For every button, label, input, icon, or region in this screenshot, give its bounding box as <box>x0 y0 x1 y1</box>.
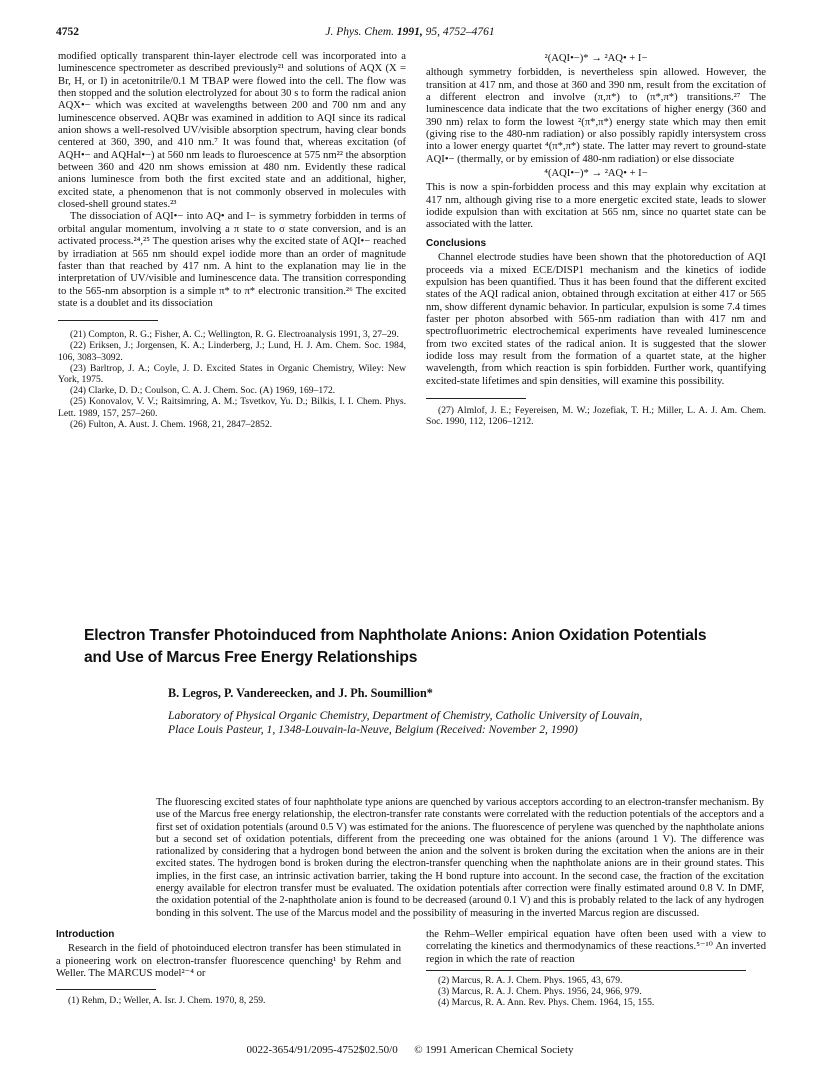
reference-list-left <box>58 329 406 430</box>
journal-citation <box>56 26 764 38</box>
article-abstract: The fluorescing excited states of four naphtholate type anions are quenched by various acceptors according to an electron-transfer mechanism. By use of the Marcus free energy relationship, the electron-transfer rate constants were correlated with the reduction potentials of the acceptors and a first set of oxidation potentials (around 0.5 V) was estimated for the anions. The fluorescence of perylene was quenched by the naphtholate anions but a second set of oxidation potentials, different from the preceeding one was obtained for the anions (around 1 V). The difference was rationalized by considering that a hydrogen bond between the anion and the solvent is broken during the excitation when the anions are in their excited states. The hydrogen bond is broken during the electron-transfer quenching when the naphtholate anions are in their ground states. This implies, in the first case, an intrinsic activation barrier, taking the H bond rupture into account. In the second case, the fraction of the excitation energy available for electron transfer must be evaluated. The oxidation potentials after correction were finally estimated around 0.8 V. In DMF, the oxidation potential of the 2-naphtholate anion is found to be decreased (around 0.1 V) and this is probably related to the lack of any hydrogen bonding in this solvent. The use of the Marcus model and the possibility of measuring in the inverted Marcus region are discussed. <box>156 797 764 919</box>
conclusions-heading: Conclusions <box>426 237 487 249</box>
reference-list-intro-right <box>426 975 766 1009</box>
reference-list-right <box>426 405 766 427</box>
article-title-line-1: Electron Transfer Photoinduced from Naphtholate Anions: Anion Oxidation Potentials <box>84 627 707 644</box>
right-paragraph-1: although symmetry forbidden, is nevertheless spin allowed. However, the transition at 417 nm, and those at 360 and 390 nm, result from the excitation of a different electron and involve (π,π*) to (π*,π*) transitions.²⁷ The luminescence data indicate that the two excitations of higher energy (360 and 390 nm) relax to form the lowest ²(π*,π*) energy state which may then emit (giving rise to the 480-nm radiation) or also possibly rapidly intersystem cross into a lower energy quartet ⁴(π*,π*) state. The latter may revert to ground-state AQI•− (thermally, or by emission of 480-nm radiation) or else dissociate <box>426 67 766 165</box>
left-paragraph-1: modified optically transparent thin-layer electrode cell was incorporated into a luminescence spectrometer as described previously²¹ and solutions of AQX (X = Br, H, or I) in acetonitrile/0.1 M TBAP were flowed into the cell. The flow was then stopped and the solution electrolyzed for about 30 s to form the radical anion AQX•− which was excited at wavelengths between 200 and 700 nm and any luminescence observed. AQBr was examined in addition to AQI since its radical anion shows a well-resolved UV/visible absorption spectrum, having clear bonds centered at 360, 390, and 410 nm.⁷ It was found that, whereas excitation (of AQH•− and AQHal•−) at 560 nm leads to fluroescence at 575 nm²² the absorption between 360 and 420 nm shows emission at 480 nm. Evidently these radical anions luminesce from both the first excited state and an additional, higher, excited state, a phenomenon that is not commonly observed in molecules with closed-shell ground states.²³ <box>58 51 406 211</box>
equation-1: ²(AQI•−)* → ²AQ• + I− <box>544 53 648 64</box>
footnote-rule <box>58 320 158 321</box>
journal-year: 1991, <box>396 26 423 38</box>
journal-name: J. Phys. Chem. <box>325 26 395 38</box>
affiliation-line-1: Laboratory of Physical Organic Chemistry, Department of Chemistry, Catholic University of Louvain, <box>168 709 643 722</box>
intro-paragraph-left: Research in the field of photoinduced electron transfer has been stimulated in a pioneering work on electron-transfer fluorescence quenching¹ by Rehm and Weller. The MARCUS model²⁻⁴ or <box>56 943 401 980</box>
reference-1: (1) Rehm, D.; Weller, A. Isr. J. Chem. 1970, 8, 259. <box>68 995 266 1007</box>
footer-copyright: © 1991 American Chemical Society <box>414 1044 574 1056</box>
left-column <box>58 51 406 430</box>
reference-23: (23) Barltrop, J. A.; Coyle, J. D. Excited States in Organic Chemistry, Wiley: New York, 1975. <box>58 362 406 386</box>
running-header <box>56 26 764 42</box>
footer-code: 0022-3654/91/2095-4752$02.50/0 <box>246 1044 398 1056</box>
reference-27: (27) Almlof, J. E.; Feyereisen, M. W.; Jozefiak, T. H.; Miller, L. A. J. Am. Chem. Soc. 1990, 112, 1206–1212. <box>426 404 766 428</box>
page-footer <box>0 1044 820 1056</box>
affiliation-line-2: Place Louis Pasteur, 1, 1348-Louvain-la-Neuve, Belgium (Received: November 2, 1990) <box>168 723 578 736</box>
article-affiliation <box>168 709 768 737</box>
article-authors: B. Legros, P. Vandereecken, and J. Ph. Soumillion* <box>168 686 433 700</box>
footnote-rule-intro-right <box>426 970 746 971</box>
reference-26: (26) Fulton, A. Aust. J. Chem. 1968, 21, 2847–2852. <box>70 418 273 430</box>
journal-volume: 95, <box>425 26 441 38</box>
left-paragraph-2: The dissociation of AQI•− into AQ• and I− is symmetry forbidden in terms of orbital angular momentum, involving a π state to σ state conversion, and is an activated process.²⁴,²⁵ The question arises why the excited state of AQI•− reached by irradiation at 565 nm should expel iodide more than an order of magnitude faster than that reached by 417 nm. A hint to the explanation may lie in the interpretation of UV/visible and luminescence data. The transition corresponding to the 565-nm absorption is a simple π* to π* electronic transition.²⁶ The excited state is a doublet and its dissociation <box>58 211 406 309</box>
journal-pages: 4752–4761 <box>442 26 495 38</box>
conclusions-text: Channel electrode studies have been shown that the photoreduction of AQI proceeds via a mixed ECE/DISP1 mechanism and the kinetics of iodide expulsion has been quantified. Thus it has been found that the different excited states of the AQI radical anion, obtained through excitation at either 417 or 565 nm, show different dynamic behavior. In particular, expulsion is some 7.4 times faster per photon absorbed with 565-nm radiation than with 417 nm and spectrofluorimetric electrochemical experiments have revealed luminescence from two excited states of the radical anion. It is suggested that the slower iodide loss may result from the formation of a quartet state, at the higher wavelength, from which reaction is spin forbidden. Further work, quantifying excited-state lifetimes and spin densities, will examine this possibility. <box>426 252 766 387</box>
intro-left-column <box>56 929 401 1007</box>
intro-paragraph-right: the Rehm–Weller empirical equation have often been used with a view to correlating the kinetics and thermodynamics of these reactions.⁵⁻¹⁰ An inverted region in which the rate of reaction <box>426 929 766 965</box>
article-title-line-2: and Use of Marcus Free Energy Relationships <box>84 649 418 666</box>
reference-list-intro-left <box>56 995 401 1006</box>
reference-2: (2) Marcus, R. A. J. Chem. Phys. 1965, 43, 679. <box>438 975 623 987</box>
reference-21: (21) Compton, R. G.; Fisher, A. C.; Wellington, R. G. Electroanalysis 1991, 3, 27–29. <box>70 329 399 341</box>
right-column <box>426 51 766 427</box>
reference-24: (24) Clarke, D. D.; Coulson, C. A. J. Chem. Soc. (A) 1969, 169–172. <box>70 385 336 397</box>
right-paragraph-2: This is now a spin-forbidden process and this may explain why excitation at 417 nm, although giving rise to a more energetic excited state, leads to slower iodide expulsion than with excitation at 565 nm, since no quartet state can be associated with the latter. <box>426 182 766 231</box>
footnote-rule-intro <box>56 989 156 990</box>
reference-3: (3) Marcus, R. A. J. Chem. Phys. 1956, 24, 966, 979. <box>438 986 642 998</box>
footnote-rule-right <box>426 398 526 399</box>
article-title <box>84 625 764 669</box>
equation-2: ⁴(AQI•−)* → ²AQ• + I− <box>544 168 648 180</box>
reference-25: (25) Konovalov, V. V.; Raitsimring, A. M.; Tsvetkov, Yu. D.; Bilkis, I. I. Chem. Phys. Lett. 1989, 157, 257–260. <box>58 396 406 419</box>
reference-4: (4) Marcus, R. A. Ann. Rev. Phys. Chem. 1964, 15, 155. <box>438 997 655 1009</box>
page-number: 4752 <box>56 26 79 38</box>
reference-22: (22) Eriksen, J.; Jorgensen, K. A.; Linderberg, J.; Lund, H. J. Am. Chem. Soc. 1984, 106, 3083–3092. <box>58 340 406 363</box>
intro-right-column <box>426 929 766 1009</box>
introduction-heading: Introduction <box>56 929 115 940</box>
